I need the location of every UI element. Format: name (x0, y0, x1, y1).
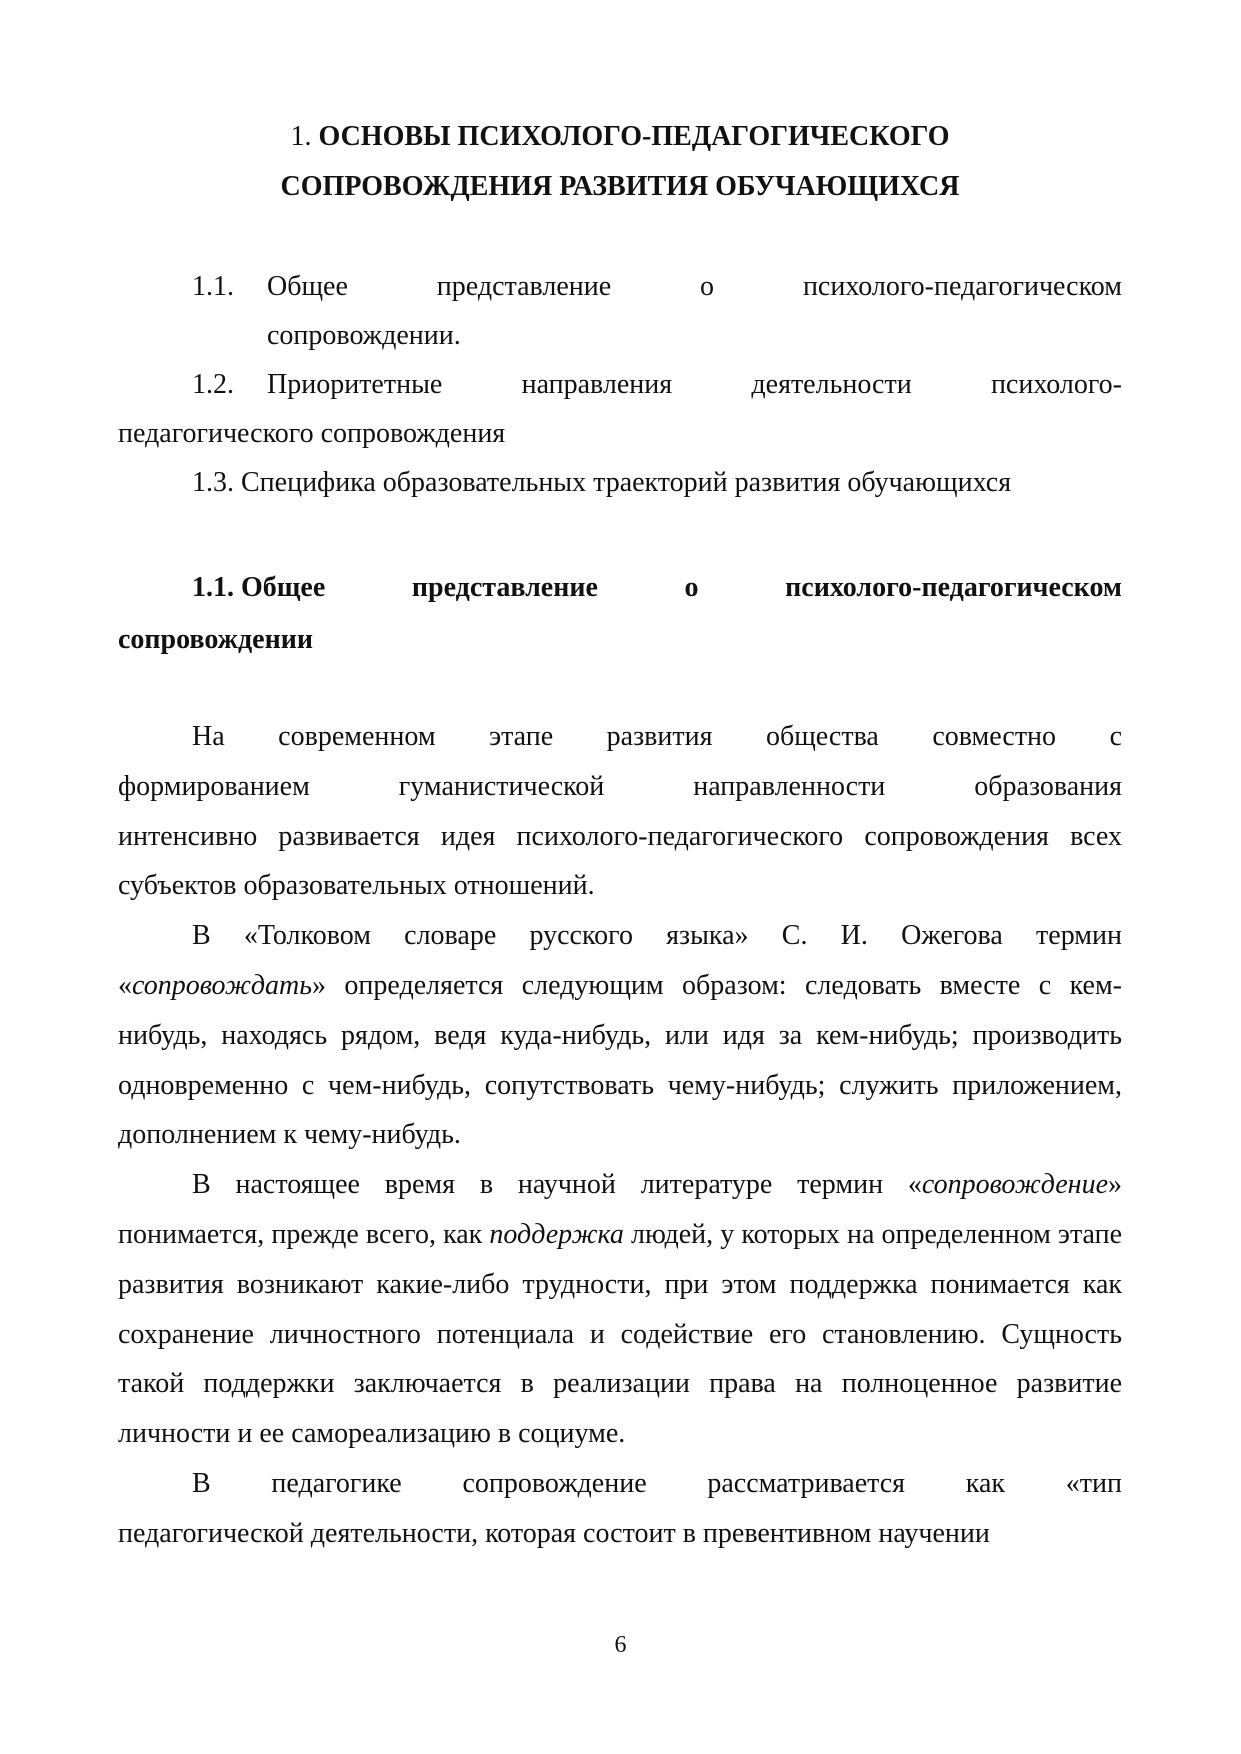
word: как (965, 1467, 1005, 1499)
toc-word: Приоритетные (267, 369, 443, 400)
word: совместно (932, 721, 1057, 752)
term-podderzhka: поддержка (489, 1218, 624, 1250)
section-heading (118, 562, 1122, 666)
heading-word: 1.1. Общее (192, 572, 326, 603)
toc-item-3: 1.3. Специфика образовательных траекторий развития обучающихся (192, 467, 1012, 498)
word: общества (765, 721, 879, 752)
word: этапе (489, 721, 554, 752)
word: На (192, 721, 225, 752)
toc-item-1 (118, 262, 1122, 360)
word: рассматривается (707, 1467, 906, 1499)
paragraph-4 (118, 1459, 1122, 1559)
word: с (1109, 721, 1122, 752)
paragraph-4-line-2: педагогической деятельности, которая состоит в превентивном научении (118, 1517, 990, 1549)
term-soprovozhdenie: сопровождение (921, 1169, 1108, 1201)
page-number: 6 (614, 1632, 627, 1658)
table-of-contents (118, 262, 1122, 507)
word: развития (606, 721, 713, 752)
word: В (192, 1467, 211, 1499)
chapter-title-line-2: СОПРОВОЖДЕНИЯ РАЗВИТИЯ ОБУЧАЮЩИХСЯ (280, 171, 960, 202)
toc-word: о (700, 271, 715, 302)
toc-word: психолого- (990, 369, 1122, 400)
paragraph-1-rest: интенсивно развивается идея психолого-педагогического сопровождения всех субъектов образовательных отношений. (118, 820, 1122, 902)
word: формированием (118, 770, 310, 802)
heading-word: психолого-педагогическом (785, 572, 1122, 603)
toc-item-1-line (267, 262, 1122, 311)
chapter-number: 1. (290, 121, 312, 152)
toc-word: деятельности (751, 369, 912, 400)
word: образования (974, 770, 1122, 802)
word: направленности (693, 770, 886, 802)
word: гуманистической (398, 770, 605, 802)
toc-item-2-line (267, 360, 1122, 409)
toc-word: Общее (267, 271, 348, 302)
toc-item-2-continuation: педагогического сопровождения (118, 418, 506, 449)
toc-word: психолого-педагогическом (802, 271, 1122, 302)
toc-word: представление (436, 271, 612, 302)
paragraph-3: В настоящее время в научной литературе термин «сопровождение» понимается, прежде всего, как поддержка людей, у которых на определенном этапе развития возникают какие-либо трудности, при этом поддержка понимается как сохранение личностного потенциала и содействие его становлению. Сущность такой поддержки заключается в реализации права на полноценное развитие личности и ее самореализацию в социуме. (118, 1169, 1123, 1450)
word: педагогике (271, 1467, 402, 1499)
paragraph-2: В «Толковом словаре русского языка» С. И. Ожегова термин «сопровождать» определяется следующим образом: следовать вместе с кем-нибудь, находясь рядом, ведя куда-нибудь, или идя за кем-нибудь; производить одновременно с чем-нибудь, сопутствовать чему-нибудь; служить приложением, дополнением к чему-нибудь. (118, 920, 1122, 1151)
term-soprovozhdat: сопровождать (132, 969, 312, 1001)
section-heading-line-1 (118, 562, 1122, 614)
toc-word: направления (521, 369, 673, 400)
heading-word: представление (411, 572, 598, 603)
body-text (118, 712, 1122, 1559)
heading-word: о (684, 572, 699, 603)
paragraph-1-line-2 (118, 762, 1122, 812)
section-heading-line-2: сопровождении (118, 624, 313, 655)
word: «тип (1065, 1467, 1122, 1499)
paragraph-4-line-1 (118, 1459, 1122, 1509)
toc-item-1-continuation: сопровождении. (267, 320, 461, 351)
chapter-title-line-1 (180, 112, 1060, 162)
word: современном (278, 721, 436, 752)
toc-item-1-number: 1.1. (192, 271, 234, 302)
word: сопровождение (462, 1467, 647, 1499)
paragraph-1-line-1 (118, 712, 1122, 762)
chapter-title (180, 112, 1060, 212)
chapter-title-text-1: ОСНОВЫ ПСИХОЛОГО-ПЕДАГОГИЧЕСКОГО (318, 121, 950, 152)
toc-item-2 (118, 360, 1122, 409)
toc-item-2-number: 1.2. (192, 369, 234, 400)
paragraph-1 (118, 712, 1122, 911)
